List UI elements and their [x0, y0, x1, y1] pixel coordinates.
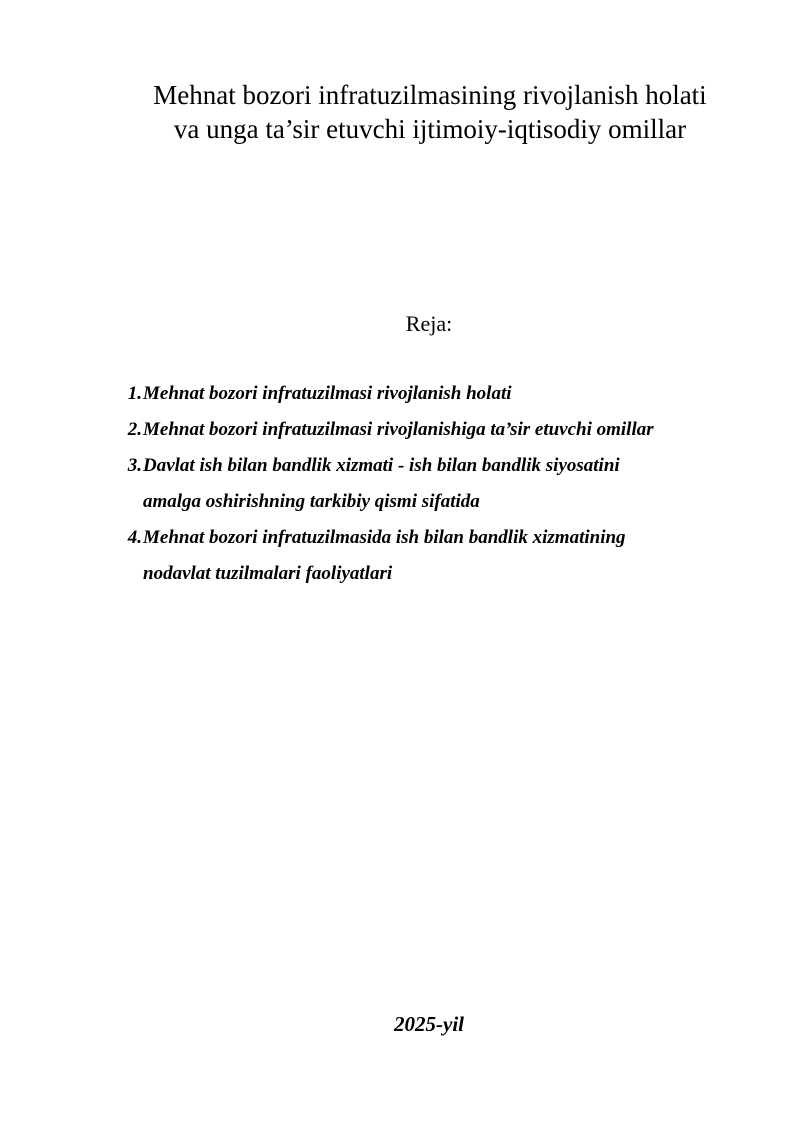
plan-item-line: Mehnat bozori infratuzilmasida ish bilan bandlik xizmatining [143, 527, 626, 548]
plan-item-number: 1. [127, 383, 142, 404]
plan-item-text [143, 376, 750, 412]
plan-item-line: nodavlat tuzilmalari faoliyatlari [143, 563, 393, 584]
plan-item-line: Davlat ish bilan bandlik xizmati - ish bilan bandlik siyosatini [143, 455, 620, 476]
plan-item-line: Mehnat bozori infratuzilmasi rivojlanishiga ta’sir etuvchi omillar [143, 419, 654, 440]
plan-item-1 [110, 376, 750, 412]
plan-heading: Reja: [405, 311, 453, 336]
plan-item-4 [110, 520, 750, 592]
document-title [120, 78, 740, 146]
plan-item-text [143, 412, 750, 448]
plan-item-number: 2. [127, 419, 142, 440]
document-year: 2025-yil [394, 1012, 464, 1036]
plan-item-text [143, 520, 750, 592]
plan-item-line: Mehnat bozori infratuzilmasi rivojlanish holati [143, 383, 512, 404]
title-line-2: va unga ta’sir etuvchi ijtimoiy-iqtisodiy omillar [173, 114, 687, 144]
title-line-1: Mehnat bozori infratuzilmasining rivojlanish holati [153, 80, 707, 110]
plan-item-2 [110, 412, 750, 448]
plan-item-number: 4. [127, 527, 142, 548]
plan-item-3 [110, 448, 750, 520]
plan-item-text [143, 448, 750, 520]
plan-item-number: 3. [127, 455, 142, 476]
plan-list [110, 376, 750, 592]
plan-item-line: amalga oshirishning tarkibiy qismi sifatida [143, 491, 480, 512]
